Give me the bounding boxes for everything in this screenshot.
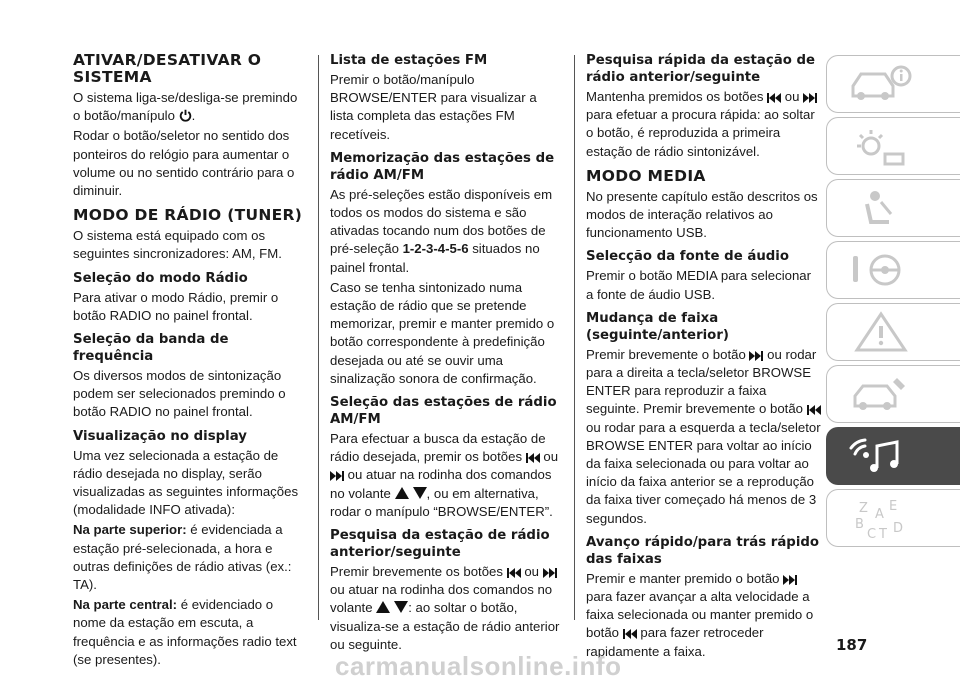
next-track-icon [330,471,344,481]
paragraph [586,88,822,161]
tab-multimedia[interactable] [826,427,960,485]
bold-label: Na parte superior: [73,522,187,538]
text: ou atuar na rodinha dos comandos no volante [330,582,553,616]
page-number: 187 [836,636,868,654]
text: ou rodar para a direita a tecla/seletor BROWSE ENTER para reproduzir a faixa seguinte. Premir brevemente o botão [586,346,817,417]
heading-seleccao-fonte: Selecção da fonte de áudio [586,249,789,265]
heading-pesquisa-rapida: Pesquisa rápida da estação de rádio anterior/seguinte [586,53,816,85]
paragraph [330,430,562,521]
steering-wheel-up-down-icon [376,600,408,614]
paragraph: Rodar o botão/seletor no sentido dos ponteiros do relógio para aumentar o volume ou no sentido contrário para o diminuir. [73,128,295,199]
paragraph: No presente capítulo estão descritos os modos de interação relativos ao funcionamento USB. [586,188,818,241]
text: para efetuar a procura rápida: ao soltar o botão, é reproduzida a primeira estação de rádio sintonizável. [586,107,815,159]
tab-emergency[interactable] [826,303,960,361]
chapter-tabs [826,55,960,551]
text: ou atuar na rodinha dos comandos no volante [330,467,552,501]
column-2 [330,52,562,656]
index-letters-icon [845,496,915,542]
watermark: carmanualsonline.info [335,651,622,681]
index-letter: C [867,527,877,542]
index-letter: B [855,517,864,532]
index-letter: D [893,521,904,536]
next-track-icon [749,351,763,361]
column-divider [574,55,575,620]
tab-vehicle-info[interactable] [826,55,960,113]
text: : ao soltar o botão, visualiza-se a estação de rádio anterior ou seguinte. [330,600,560,652]
text: Premir e manter premido o botão [586,570,780,586]
previous-track-icon [526,453,540,463]
paragraph: Premir o botão/manípulo BROWSE/ENTER para visualizar a lista completa das estações FM recetíveis. [330,72,537,142]
next-track-icon [783,575,797,585]
previous-track-icon [623,629,637,639]
seat-airbag-icon [845,186,915,232]
text: situados no painel frontal. [330,241,540,275]
text: As pré-seleções estão disponíveis em todos os modos do sistema e são ativadas tocando num dos botões de pré-seleção [330,186,553,257]
heading-modo-radio: MODO DE RÁDIO (TUNER) [73,206,303,225]
text: O sistema liga-se/desliga-se premindo o botão/manípulo [73,90,298,124]
previous-track-icon [767,93,781,103]
tab-starting-driving[interactable] [826,241,960,299]
heading-mudanca-faixa: Mudança de faixa (seguinte/anterior) [586,310,729,343]
text: ou [784,89,800,104]
service-car-icon [845,372,915,418]
previous-track-icon [507,568,521,578]
paragraph [586,346,822,528]
paragraph [586,570,822,661]
column-divider [318,55,319,620]
tab-dashboard[interactable] [826,117,960,175]
heading-memorizacao: Memorização das estações de rádio AM/FM [330,150,555,183]
paragraph [73,596,305,669]
heading-modo-media: MODO MEDIA [586,166,706,185]
heading-visualizacao-display: Visualização no display [73,428,247,444]
paragraph: Premir o botão MEDIA para selecionar a fonte de áudio USB. [586,268,812,302]
index-letter: E [889,499,898,514]
heading-pesquisa-estacao: Pesquisa da estação de rádio anterior/seguinte [330,528,550,561]
paragraph [73,89,305,125]
text: é evidenciada a estação pré-selecionada, a hora e outras definições de rádio ativas (ex.: TA). [73,522,292,593]
previous-track-icon [807,405,821,415]
multimedia-icon [845,434,915,480]
text: para fazer retroceder rapidamente a faixa. [586,625,764,659]
next-track-icon [803,93,817,103]
paragraph: Para ativar o modo Rádio, premir o botão RADIO no painel frontal. [73,289,279,323]
dashboard-lights-icon [845,124,915,170]
text: . [191,108,196,124]
text: , ou em alternativa, rodar o manípulo “BROWSE/ENTER”. [330,485,553,519]
paragraph: Uma vez selecionada a estação de rádio desejada no display, serão visualizadas as seguintes informações (modalidade INFO ativada): [73,447,299,518]
tab-maintenance[interactable] [826,365,960,423]
paragraph: Caso se tenha sintonizado numa estação de rádio que se pretende memorizar, premir e manter premido o botão correspondente à predefinição desejada ou até se ouvir uma sinalização sonora de confirmação. [330,279,555,386]
tab-safety[interactable] [826,179,960,237]
text: ou [524,564,539,580]
steering-wheel-up-down-icon [395,486,427,500]
bold-label: Na parte central: [73,597,178,613]
heading-ativar-desativar: ATIVAR/DESATIVAR O SISTEMA [73,51,262,86]
text: Premir brevemente o botão [586,346,746,362]
text: ou [543,449,559,465]
paragraph [330,186,562,277]
text: é evidenciado o nome da estação em escuta, a frequência e as informações radio text (se presentes). [73,597,297,667]
text: Premir brevemente os botões [330,564,503,580]
heading-avanco-rapido: Avanço rápido/para trás rápido das faixas [586,534,820,567]
paragraph: Os diversos modos de sintonização podem ser selecionados premindo o botão RADIO no painel frontal. [73,368,286,420]
tab-index[interactable] [826,489,960,547]
power-button-icon [179,109,192,122]
car-info-icon [845,62,915,108]
index-letter: Z [859,501,868,516]
text: ou rodar para a esquerda a tecla/seletor BROWSE ENTER para voltar ao início da faixa selecionada ou para voltar ao início da faixa anterior se a reprodução da faixa tiver começado há menos de 3 segundos. [586,419,821,526]
column-1 [73,52,305,671]
text: para fazer avançar a alta velocidade a faixa selecionada ou manter premido o botão [586,589,814,641]
index-letter: A [875,507,884,522]
paragraph: O sistema está equipado com os seguintes sincronizadores: AM, FM. [73,228,282,262]
warning-triangle-icon [845,310,915,356]
heading-selecao-estacoes: Seleção das estações de rádio AM/FM [330,395,557,428]
heading-selecao-modo-radio: Seleção do modo Rádio [73,270,248,286]
next-track-icon [543,568,557,578]
column-3 [586,52,822,663]
text: Para efectuar a busca da estação de rádio desejada, premir os botões [330,431,546,465]
index-letter: T [879,527,887,542]
heading-selecao-banda: Seleção da banda de frequência [73,332,229,365]
paragraph [330,563,562,654]
text: Mantenha premidos os botões [586,89,764,104]
preset-numbers: 1-2-3-4-5-6 [402,241,469,257]
heading-lista-estacoes: Lista de estações FM [330,53,488,68]
steering-key-icon [845,248,915,294]
paragraph [73,521,305,594]
